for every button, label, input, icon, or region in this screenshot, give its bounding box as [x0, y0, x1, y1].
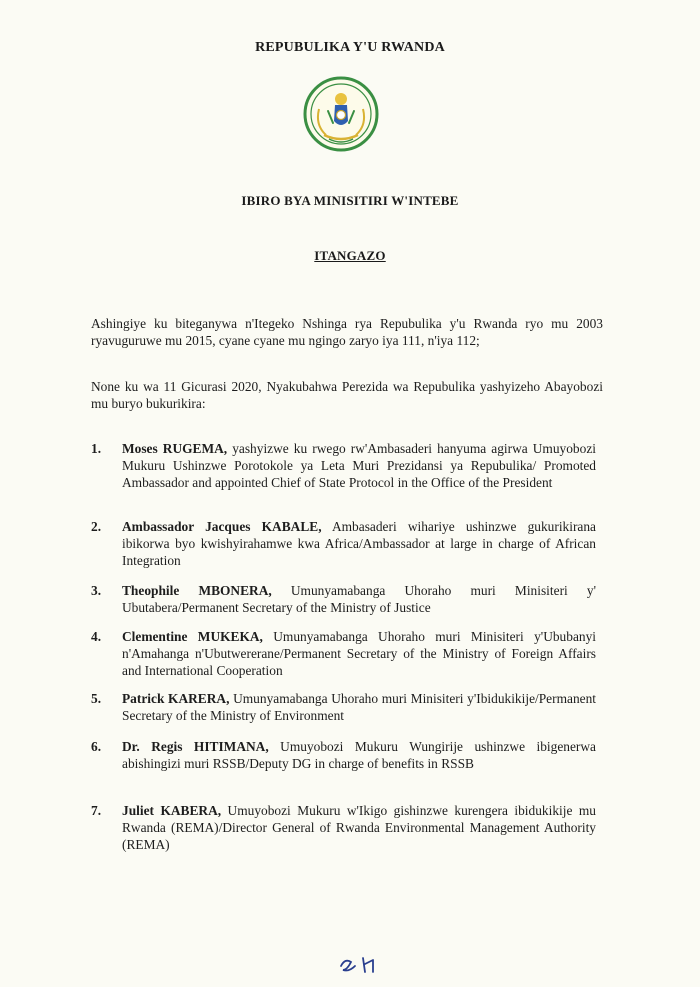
item-text: [122, 690, 596, 724]
legal-basis-paragraph: Ashingiye ku biteganywa n'Itegeko Nshinga rya Repubulika y'u Rwanda ryo mu 2003 ryavuguruwe mu 2015, cyane cyane mu ngingo zaryo iya 111, n'iya 112;: [91, 316, 603, 348]
item-text: [122, 802, 596, 853]
item-number: 6.: [91, 739, 102, 754]
item-text: [122, 582, 596, 616]
appointment-description: Umuyobozi Mukuru w'Ikigo gishinzwe kurengera ibidukikije mu Rwanda (REMA)/Director General of Rwanda Environmental Management Authority (REMA): [122, 803, 596, 852]
appointment-description: Umunyamabanga Uhoraho muri Minisiteri y'Ububanyi n'Amahanga n'Ubutwererane/Permanent Secretary of the Ministry of Foreign Affairs and International Cooperation: [122, 629, 596, 678]
office-heading: IBIRO BYA MINISITIRI W'INTEBE: [241, 193, 459, 208]
appointee-name: Dr. Regis HITIMANA,: [122, 739, 269, 754]
item-number: 1.: [91, 441, 102, 456]
item-number: 5.: [91, 691, 102, 706]
item-text: [122, 738, 596, 772]
item-number: 3.: [91, 583, 102, 598]
item-number: 7.: [91, 803, 102, 818]
appointment-intro-paragraph: None ku wa 11 Gicurasi 2020, Nyakubahwa Perezida wa Repubulika yashyizeho Abayobozi mu buryo bukurikira:: [91, 379, 603, 411]
item-number: 2.: [91, 519, 102, 534]
initials-signature-icon: [335, 952, 395, 976]
document-title: ITANGAZO: [314, 248, 386, 263]
appointment-description: Umunyamabanga Uhoraho muri Minisiteri y'Ibidukikije/Permanent Secretary of the Ministry of Environment: [122, 691, 596, 723]
item-text: [122, 628, 596, 679]
appointee-name: Clementine MUKEKA,: [122, 629, 263, 644]
item-number: 4.: [91, 629, 102, 644]
item-text: [122, 440, 596, 491]
appointment-description: yashyizwe ku rwego rw'Ambasaderi hanyuma agirwa Umuyobozi Mukuru Ushinzwe Porotokole ya Leta Muri Prezidansi ya Repubulika/ Promoted Ambassador and appointed Chief of State Protocol in the Office of the President: [122, 441, 596, 490]
appointee-name: Moses RUGEMA,: [122, 441, 228, 456]
republic-heading: REPUBULIKA Y'U RWANDA: [255, 40, 445, 55]
appointee-name: Juliet KABERA,: [122, 803, 222, 818]
appointment-description: Umunyamabanga Uhoraho muri Minisiteri y' Ubutabera/Permanent Secretary of the Ministry of Justice: [122, 583, 596, 615]
appointment-description: Ambasaderi wihariye ushinzwe gukurikirana ibikorwa byo kwishyirahamwe kwa Africa/Ambassador at large in charge of African Integration: [122, 519, 596, 568]
appointee-name: Patrick KARERA,: [122, 691, 230, 706]
coat-of-arms-seal-icon: [302, 73, 380, 159]
appointee-name: Ambassador Jacques KABALE,: [122, 519, 322, 534]
appointment-description: Umuyobozi Mukuru Wungirije ushinzwe ibigenerwa abishingizi muri RSSB/Deputy DG in charge of benefits in RSSB: [122, 739, 596, 771]
appointee-name: Theophile MBONERA,: [122, 583, 272, 598]
item-text: [122, 518, 596, 569]
